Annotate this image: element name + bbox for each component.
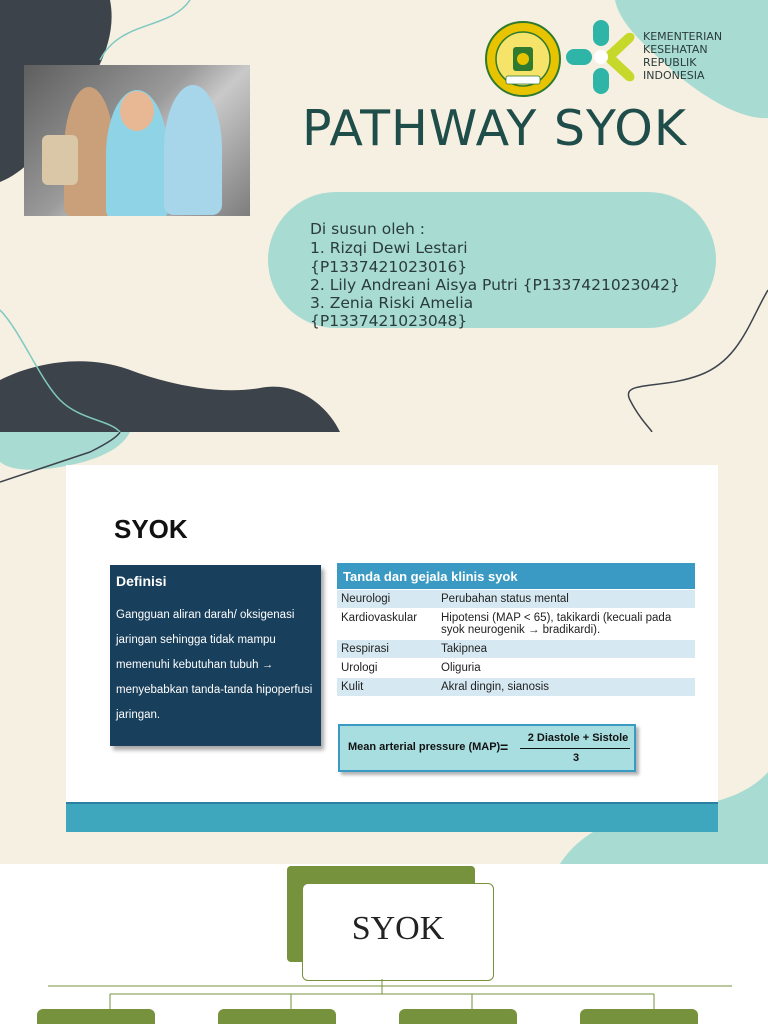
definition-box: [110, 565, 321, 746]
pathway-slide: [0, 866, 768, 1024]
ministry-line: KESEHATAN: [643, 43, 708, 56]
table-row: [337, 640, 695, 659]
author-line: {P1337421023048}: [310, 312, 468, 330]
formula-numerator: 2 Diastole + Sistole: [527, 732, 629, 744]
finding-cell: Akral dingin, sianosis: [437, 678, 695, 697]
finding-cell: Hipotensi (MAP < 65), takikardi (kecuali pada syok neurogenik → bradikardi).: [437, 609, 695, 640]
stressed-women-photo: [24, 65, 250, 216]
table-row: [337, 590, 695, 609]
system-cell: Kulit: [337, 678, 437, 697]
map-formula-box: [338, 724, 636, 772]
clinical-signs-table: [337, 563, 695, 696]
table-row: [337, 609, 695, 640]
system-cell: Urologi: [337, 659, 437, 678]
footer-band: [66, 804, 718, 832]
table-row: [337, 678, 695, 697]
author-line: {P1337421023016}: [310, 258, 468, 276]
ministry-line: REPUBLIK: [643, 56, 697, 69]
finding-cell: Takipnea: [437, 640, 695, 659]
system-cell: Kardiovaskular: [337, 609, 437, 640]
child-node: [399, 1009, 517, 1024]
ministry-name: [643, 30, 722, 82]
root-node-label: SYOK: [351, 910, 445, 947]
child-node: [37, 1009, 155, 1024]
definition-title: Definisi: [116, 573, 167, 589]
system-cell: Neurologi: [337, 590, 437, 609]
poltekkes-semarang-logo: [484, 20, 562, 98]
author-line: 3. Zenia Riski Amelia: [310, 294, 474, 312]
ministry-line: KEMENTERIAN: [643, 30, 723, 43]
slide-title: PATHWAY SYOK: [302, 100, 687, 157]
tree-connectors: [0, 866, 768, 1024]
authors-box: [268, 192, 716, 328]
author-line: 1. Rizqi Dewi Lestari: [310, 239, 468, 257]
equals-sign: =: [500, 739, 509, 755]
author-line: 2. Lily Andreani Aisya Putri {P1337421023042}: [310, 276, 680, 294]
system-cell: Respirasi: [337, 640, 437, 659]
finding-cell: Perubahan status mental: [437, 590, 695, 609]
authors-intro: Di susun oleh :: [310, 220, 426, 238]
formula-denominator: 3: [572, 752, 580, 764]
child-node: [580, 1009, 698, 1024]
finding-cell: Oliguria: [437, 659, 695, 678]
child-node: [218, 1009, 336, 1024]
ministry-line: INDONESIA: [643, 69, 705, 82]
map-label: Mean arterial pressure (MAP): [348, 741, 501, 753]
table-row: [337, 659, 695, 678]
kemenkes-logo: [566, 20, 636, 94]
definition-text: Gangguan aliran darah/ oksigenasi jaringan sehingga tidak mampu memenuhi kebutuhan tubuh → menyebabkan tanda-tanda hipoperfusi jaringan.: [116, 609, 313, 721]
title-slide: [0, 0, 768, 432]
definition-slide: [0, 432, 768, 864]
fraction-bar: [520, 748, 630, 749]
slide-heading: SYOK: [114, 514, 188, 544]
table-header: Tanda dan gejala klinis syok: [337, 563, 695, 590]
